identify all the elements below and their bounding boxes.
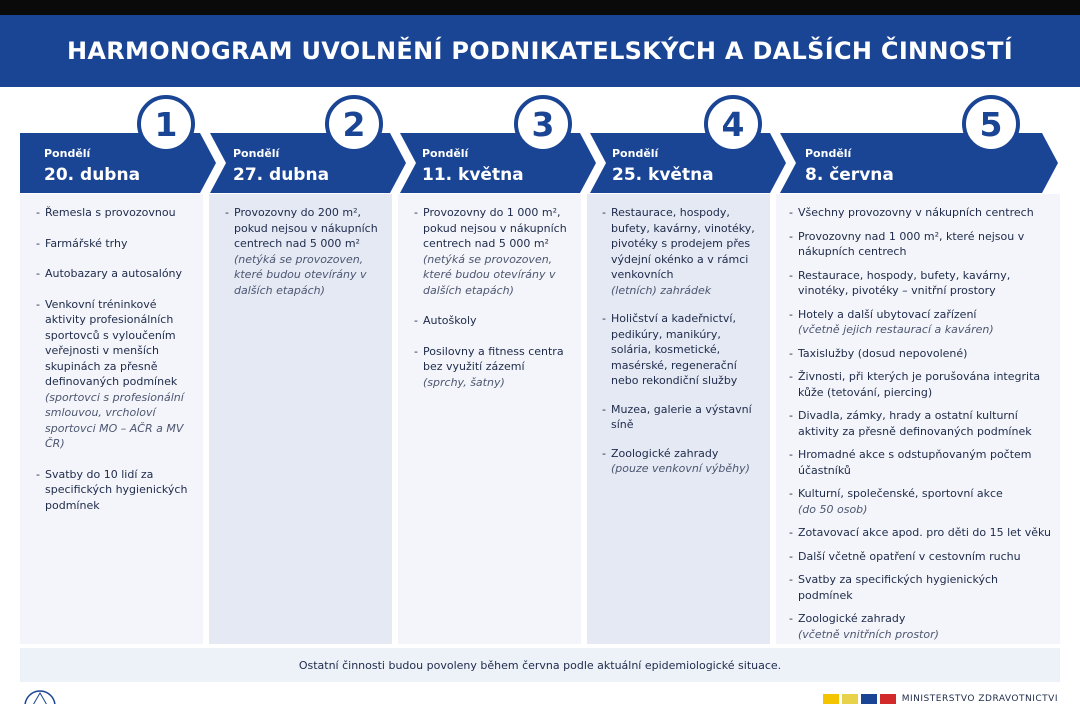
- list-item: [414, 313, 570, 329]
- phase-day: Pondělí: [612, 147, 659, 160]
- list-item: [225, 205, 381, 298]
- item-text: Všechny provozovny v nákupních centrech: [798, 206, 1034, 219]
- list-item: [789, 611, 1051, 642]
- phase-1-items: [36, 205, 198, 528]
- item-note: (sportovci s profesionální smlouvou, vrcholoví sportovci MO – AČR a MV ČR): [45, 390, 184, 450]
- footer-note: Ostatní činnosti budou povoleny během června podle aktuální epidemiologické situace.: [298, 658, 782, 672]
- phase-label-2: [233, 147, 329, 186]
- ministry-name: MINISTERSTVO ZDRAVOTNICTVÍ: [901, 694, 1058, 704]
- list-item: [602, 402, 764, 433]
- item-text: Zoologické zahrady: [611, 446, 719, 460]
- item-text: Řemesla s provozovnou: [45, 206, 176, 219]
- item-text: Provozovny do 1 000 m², pokud nejsou v nákupních centrech nad 5 000 m²: [423, 206, 567, 250]
- phase-date: 11. května: [422, 165, 524, 185]
- item-text: Svatby do 10 lidí za specifických hygienických podmínek: [45, 467, 188, 512]
- item-note: (sprchy, šatny): [423, 375, 505, 389]
- list-item: [602, 446, 764, 477]
- item-text: Venkovní tréninkové aktivity profesionálních sportovců s vyloučením veřejnosti v menších skupinách za přesně definovaných podmínek: [45, 297, 178, 388]
- item-text: Svatby za specifických hygienických podmínek: [798, 573, 998, 602]
- item-text: Restaurace, hospody, bufety, kavárny, vinotéky, pivotéky – vnitřní prostory: [798, 268, 1011, 297]
- list-item: [36, 467, 198, 514]
- ministry-branding: [823, 694, 1058, 704]
- item-note: (pouze venkovní výběhy): [611, 462, 750, 475]
- list-item: [789, 408, 1051, 439]
- list-item: [602, 205, 764, 298]
- item-text: Posilovny a fitness centra bez využití zázemí: [423, 344, 564, 373]
- item-text: Farmářské trhy: [45, 236, 128, 250]
- item-text: Autobazary a autosalóny: [45, 267, 183, 280]
- list-item: [789, 229, 1051, 260]
- item-text: Zotavovací akce apod. pro děti do 15 let věku: [798, 526, 1051, 539]
- item-text: Kulturní, společenské, sportovní akce: [798, 487, 1003, 500]
- phase-day: Pondělí: [233, 147, 280, 160]
- phase-number-circle-3: 3: [514, 95, 572, 153]
- phase-day: Pondělí: [805, 147, 852, 160]
- item-text: Divadla, zámky, hrady a ostatní kulturní aktivity za přesně definovaných podmínek: [798, 409, 1032, 438]
- list-item: [36, 297, 198, 452]
- list-item: [789, 268, 1051, 299]
- phase-date: 8. června: [805, 165, 894, 185]
- list-item: [36, 266, 198, 282]
- item-text: Provozovny nad 1 000 m², které nejsou v nákupních centrech: [798, 229, 1025, 258]
- list-item: [789, 572, 1051, 603]
- item-text: Živnosti, při kterých je porušována integrita kůže (tetování, piercing): [798, 370, 1041, 399]
- phase-date: 27. dubna: [233, 165, 330, 185]
- list-item: [414, 344, 570, 391]
- list-item: [602, 311, 764, 389]
- item-note: (netýká se provozoven, které budou otevírány v dalších etapách): [423, 252, 556, 297]
- list-item: [789, 205, 1051, 221]
- phase-number-circle-1: 1: [137, 95, 195, 153]
- phase-number-circle-4: 4: [704, 95, 762, 153]
- phase-label-3: [422, 147, 524, 186]
- phase-label-5: [805, 147, 894, 186]
- phase-2-items: [225, 205, 381, 313]
- item-text: Provozovny do 200 m², pokud nejsou v nákupních centrech nad 5 000 m²: [234, 206, 378, 250]
- list-item: [36, 205, 198, 221]
- list-item: [789, 346, 1051, 362]
- item-text: Hotely a další ubytovací zařízení: [798, 307, 977, 321]
- item-text: Muzea, galerie a výstavní síně: [611, 402, 752, 431]
- list-item: [789, 307, 1051, 338]
- phase-label-1: [44, 147, 140, 186]
- list-item: [36, 236, 198, 252]
- list-item: [789, 447, 1051, 478]
- item-text: Hromadné akce s odstupňovaným počtem účastníků: [798, 448, 1032, 477]
- government-logo-icon: [22, 688, 58, 704]
- item-text: Autoškoly: [423, 314, 477, 327]
- phase-label-4: [612, 147, 714, 186]
- item-text: Další včetně opatření v cestovním ruchu: [798, 549, 1021, 563]
- list-item: [789, 549, 1051, 565]
- item-note: (netýká se provozoven, které budou otevírány v dalších etapách): [234, 252, 367, 297]
- item-note: (letních) zahrádek: [611, 283, 712, 297]
- item-text: Zoologické zahrady: [798, 612, 906, 625]
- list-item: [789, 525, 1051, 541]
- title-banner: [0, 15, 1080, 87]
- partner-logos-icon: [823, 694, 896, 704]
- window-top-strip: [0, 0, 1080, 15]
- item-note: (včetně vnitřních prostor): [798, 627, 939, 641]
- phase-3-items: [414, 205, 570, 405]
- phase-number-circle-2: 2: [325, 95, 383, 153]
- phase-day: Pondělí: [44, 147, 91, 160]
- item-text: Taxislužby (dosud nepovolené): [798, 346, 968, 360]
- footer-note-box: [20, 648, 1060, 682]
- phase-5-items: [789, 205, 1051, 650]
- item-text: Holičství a kadeřnictví, pedikúry, manikúry, solária, kosmetické, masérské, regenerační nebo rekondiční služby: [611, 312, 738, 387]
- phase-4-items: [602, 205, 764, 490]
- list-item: [789, 369, 1051, 400]
- item-text: Restaurace, hospody, bufety, kavárny, vinotéky, pivotéky s prodejem přes výdejní okénko a v rámci venkovních: [611, 206, 755, 281]
- phase-day: Pondělí: [422, 147, 469, 160]
- phase-date: 25. května: [612, 165, 714, 185]
- page-title: HARMONOGRAM UVOLNĚNÍ PODNIKATELSKÝCH A DALŠÍCH ČINNOSTÍ: [66, 37, 1014, 65]
- item-note: (do 50 osob): [798, 502, 868, 516]
- list-item: [789, 486, 1051, 517]
- item-note: (včetně jejich restaurací a kaváren): [798, 323, 994, 336]
- phase-date: 20. dubna: [44, 165, 141, 185]
- list-item: [414, 205, 570, 298]
- phase-number-circle-5: 5: [962, 95, 1020, 153]
